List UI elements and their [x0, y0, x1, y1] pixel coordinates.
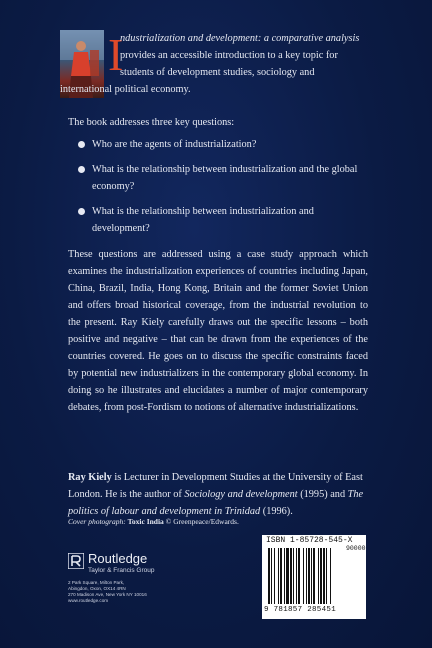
- bullet-icon: [78, 208, 85, 215]
- bullet-icon: [78, 166, 85, 173]
- intro-line-2: students of development studies, sociology and: [120, 67, 315, 78]
- questions-lead: The book addresses three key questions:: [68, 117, 235, 128]
- bullet-icon: [78, 141, 85, 148]
- barcode-bars: [268, 548, 360, 606]
- book-title-1: Sociology and development: [184, 489, 298, 500]
- barcode: [262, 535, 366, 619]
- book-title-2: The politics of labour and development in Trinidad: [68, 489, 364, 517]
- description-paragraph: These questions are addressed using a case study approach which examines the industrialization experiences of countries including Japan, China, Brazil, India, Hong Kong, Britain and the former Soviet Union and offers broad historical coverage, from the industrial revolution to the present. Ray Kiely carefully draws out the specific lessons – both positive and negative – that can be drawn from the experiences of the countries covered. He goes on to discuss the specific constraints faced by potential new industrializers in the contemporary global economy. In doing so he illustrates and elucidates a number of major contemporary debates, from post-Fordism to notions of alternative industrializations.: [68, 249, 368, 413]
- intro-text: [120, 30, 372, 81]
- intro-line-1: provides an accessible introduction to a key topic for: [120, 50, 338, 61]
- routledge-icon: [68, 553, 84, 569]
- author-name: Ray Kiely: [68, 472, 112, 483]
- publisher-name: Routledge: [88, 551, 148, 566]
- book-title: ndustrialization and development: a comparative analysis: [120, 33, 360, 44]
- question-item: Who are the agents of industrialization?: [78, 136, 368, 153]
- intro-line-3: international political economy.: [60, 84, 191, 95]
- question-item: What is the relationship between industrialization and development?: [78, 203, 368, 237]
- questions-list: [78, 136, 368, 245]
- photo-credit: Cover photograph: Toxic India © Greenpeace/Edwards.: [68, 517, 239, 526]
- question-item: What is the relationship between industrialization and the global economy?: [78, 161, 368, 195]
- publisher-address: 2 Park Square, Milton Park, Abingdon, Oxon, OX14 4RN 270 Madison Ave, New York NY 10016 www.routledge.com: [68, 580, 147, 603]
- ean-number: 9 781857 285451: [264, 606, 337, 614]
- publisher-subtitle: Taylor & Francis Group: [88, 567, 155, 574]
- drop-cap: I: [108, 29, 124, 80]
- isbn-text: ISBN 1-85728-545-X: [266, 536, 353, 545]
- price-code: 90000: [346, 545, 366, 552]
- author-bio: Ray Kiely is Lecturer in Development Studies at the University of East London. He is the author of Sociology and development (1995) and The politics of labour and development in Trinidad (1996).: [68, 472, 364, 517]
